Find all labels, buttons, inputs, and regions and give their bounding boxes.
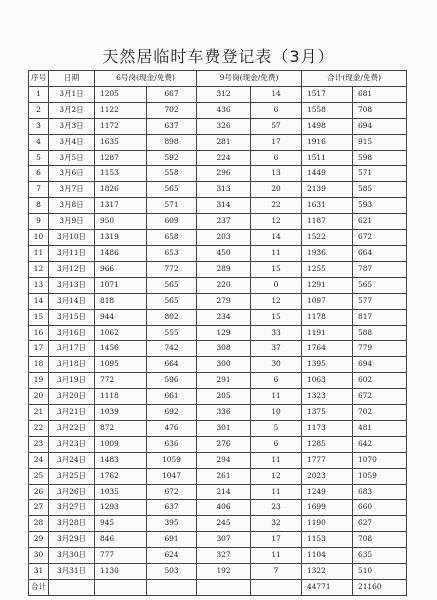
seq-cell: 11 <box>29 245 49 261</box>
post6-free-cell: 636 <box>147 436 197 452</box>
total-free-cell: 1070 <box>353 452 407 468</box>
total-cash-cell: 1063 <box>302 373 353 389</box>
total-free-cell: 915 <box>353 134 407 150</box>
post9-cash-cell: 307 <box>197 532 251 548</box>
post9-free-cell: 0 <box>251 277 302 293</box>
total-empty-cell <box>251 580 302 596</box>
post6-free-cell: 565 <box>147 293 197 309</box>
post9-free-cell: 23 <box>251 500 302 516</box>
post9-free-cell: 5 <box>251 420 302 436</box>
total-free-cell: 1059 <box>353 468 407 484</box>
post9-free-cell: 14 <box>251 230 302 246</box>
ledger-body <box>29 86 407 579</box>
post9-cash-cell: 450 <box>197 245 251 261</box>
post6-free-cell: 395 <box>147 516 197 532</box>
total-free-cell: 588 <box>353 325 407 341</box>
post6-free-cell: 592 <box>147 150 197 166</box>
total-free-cell: 672 <box>353 230 407 246</box>
post6-free-cell: 653 <box>147 245 197 261</box>
seq-cell: 5 <box>29 150 49 166</box>
seq-cell: 2 <box>29 102 49 118</box>
post9-free-cell: 6 <box>251 102 302 118</box>
post6-free-cell: 565 <box>147 277 197 293</box>
date-cell: 3月25日 <box>49 468 95 484</box>
post9-cash-cell: 308 <box>197 341 251 357</box>
total-cash-cell: 1255 <box>302 261 353 277</box>
total-cash-cell: 1395 <box>302 357 353 373</box>
total-cash-cell: 1323 <box>302 389 353 405</box>
date-cell: 3月7日 <box>49 182 95 198</box>
table-row <box>29 389 407 405</box>
seq-cell: 6 <box>29 166 49 182</box>
total-empty-cell <box>95 580 147 596</box>
header-date: 日期 <box>49 71 95 87</box>
post9-cash-cell: 224 <box>197 150 251 166</box>
post9-free-cell: 37 <box>251 341 302 357</box>
table-row <box>29 341 407 357</box>
date-cell: 3月6日 <box>49 166 95 182</box>
date-cell: 3月16日 <box>49 325 95 341</box>
total-free-cell: 683 <box>353 484 407 500</box>
total-free-cell: 787 <box>353 261 407 277</box>
table-row <box>29 357 407 373</box>
date-cell: 3月18日 <box>49 357 95 373</box>
post9-cash-cell: 245 <box>197 516 251 532</box>
post6-free-cell: 802 <box>147 309 197 325</box>
total-cash-cell: 44771 <box>302 580 353 596</box>
post9-cash-cell: 294 <box>197 452 251 468</box>
seq-cell: 21 <box>29 405 49 421</box>
total-cash-cell: 1291 <box>302 277 353 293</box>
date-cell: 3月1日 <box>49 86 95 102</box>
header-seq: 序号 <box>29 71 49 87</box>
table-row <box>29 309 407 325</box>
seq-cell: 25 <box>29 468 49 484</box>
total-cash-cell: 1153 <box>302 532 353 548</box>
parking-fee-ledger-table <box>28 70 407 596</box>
total-cash-cell: 1498 <box>302 118 353 134</box>
post9-free-cell: 20 <box>251 182 302 198</box>
table-row <box>29 452 407 468</box>
total-free-cell: 571 <box>353 166 407 182</box>
post9-free-cell: 57 <box>251 118 302 134</box>
post9-cash-cell: 313 <box>197 182 251 198</box>
post6-free-cell: 571 <box>147 198 197 214</box>
total-cash-cell: 1285 <box>302 436 353 452</box>
post6-cash-cell: 945 <box>95 516 147 532</box>
total-free-cell: 642 <box>353 436 407 452</box>
post6-free-cell: 609 <box>147 214 197 230</box>
table-row <box>29 277 407 293</box>
post9-free-cell: 17 <box>251 532 302 548</box>
post6-free-cell: 596 <box>147 373 197 389</box>
post9-cash-cell: 261 <box>197 468 251 484</box>
post9-cash-cell: 276 <box>197 436 251 452</box>
post9-cash-cell: 237 <box>197 214 251 230</box>
post6-free-cell: 624 <box>147 548 197 564</box>
post6-free-cell: 637 <box>147 118 197 134</box>
date-cell: 3月29日 <box>49 532 95 548</box>
date-cell: 3月3日 <box>49 118 95 134</box>
post6-free-cell: 476 <box>147 420 197 436</box>
table-row <box>29 118 407 134</box>
table-row <box>29 548 407 564</box>
date-cell: 3月27日 <box>49 500 95 516</box>
post9-free-cell: 12 <box>251 293 302 309</box>
post6-cash-cell: 1635 <box>95 134 147 150</box>
post9-cash-cell: 291 <box>197 373 251 389</box>
total-free-cell: 664 <box>353 245 407 261</box>
post6-cash-cell: 846 <box>95 532 147 548</box>
table-row <box>29 468 407 484</box>
post6-free-cell: 772 <box>147 261 197 277</box>
post6-cash-cell: 1486 <box>95 245 147 261</box>
total-cash-cell: 1511 <box>302 150 353 166</box>
table-row <box>29 166 407 182</box>
seq-cell: 13 <box>29 277 49 293</box>
total-free-cell: 635 <box>353 548 407 564</box>
post9-cash-cell: 300 <box>197 357 251 373</box>
post6-cash-cell: 966 <box>95 261 147 277</box>
total-cash-cell: 1190 <box>302 516 353 532</box>
total-cash-cell: 1191 <box>302 325 353 341</box>
post6-free-cell: 637 <box>147 500 197 516</box>
post9-free-cell: 30 <box>251 357 302 373</box>
post9-cash-cell: 327 <box>197 548 251 564</box>
post6-cash-cell: 1039 <box>95 405 147 421</box>
table-row <box>29 182 407 198</box>
total-cash-cell: 1375 <box>302 405 353 421</box>
seq-cell: 16 <box>29 325 49 341</box>
seq-cell: 15 <box>29 309 49 325</box>
post9-cash-cell: 406 <box>197 500 251 516</box>
date-cell: 3月10日 <box>49 230 95 246</box>
table-row <box>29 261 407 277</box>
post9-free-cell: 11 <box>251 389 302 405</box>
document-title: 天然居临时车费登记表（3月） <box>102 47 335 66</box>
date-cell: 3月24日 <box>49 452 95 468</box>
post6-cash-cell: 1009 <box>95 436 147 452</box>
post6-free-cell: 661 <box>147 389 197 405</box>
post6-cash-cell: 872 <box>95 420 147 436</box>
table-row <box>29 325 407 341</box>
table-row <box>29 500 407 516</box>
total-free-cell: 779 <box>353 341 407 357</box>
seq-cell: 1 <box>29 86 49 102</box>
post6-cash-cell: 1205 <box>95 86 147 102</box>
seq-cell: 12 <box>29 261 49 277</box>
total-cash-cell: 1777 <box>302 452 353 468</box>
total-free-cell: 602 <box>353 373 407 389</box>
total-cash-cell: 1449 <box>302 166 353 182</box>
post9-free-cell: 32 <box>251 516 302 532</box>
total-free-cell: 694 <box>353 118 407 134</box>
post9-free-cell: 6 <box>251 150 302 166</box>
header-total: 合计(现金/免费) <box>302 71 407 87</box>
date-cell: 3月5日 <box>49 150 95 166</box>
post6-free-cell: 1059 <box>147 452 197 468</box>
total-free-cell: 598 <box>353 150 407 166</box>
table-row <box>29 134 407 150</box>
post9-free-cell: 33 <box>251 325 302 341</box>
table-row <box>29 564 407 580</box>
seq-cell: 27 <box>29 500 49 516</box>
post6-cash-cell: 1062 <box>95 325 147 341</box>
total-free-cell: 702 <box>353 405 407 421</box>
post9-cash-cell: 220 <box>197 277 251 293</box>
post9-free-cell: 17 <box>251 134 302 150</box>
post6-cash-cell: 1035 <box>95 484 147 500</box>
post9-free-cell: 15 <box>251 309 302 325</box>
post6-free-cell: 742 <box>147 341 197 357</box>
total-free-cell: 681 <box>353 86 407 102</box>
post9-free-cell: 14 <box>251 86 302 102</box>
post9-cash-cell: 214 <box>197 484 251 500</box>
table-row <box>29 532 407 548</box>
post9-free-cell: 7 <box>251 564 302 580</box>
post9-free-cell: 11 <box>251 548 302 564</box>
post6-free-cell: 658 <box>147 230 197 246</box>
total-free-cell: 21160 <box>353 580 407 596</box>
post6-free-cell: 565 <box>147 182 197 198</box>
total-free-cell: 708 <box>353 102 407 118</box>
seq-cell: 8 <box>29 198 49 214</box>
total-cash-cell: 1097 <box>302 293 353 309</box>
seq-cell: 26 <box>29 484 49 500</box>
post9-free-cell: 11 <box>251 484 302 500</box>
total-cash-cell: 1173 <box>302 420 353 436</box>
total-free-cell: 694 <box>353 357 407 373</box>
total-free-cell: 577 <box>353 293 407 309</box>
total-free-cell: 481 <box>353 420 407 436</box>
post9-cash-cell: 205 <box>197 389 251 405</box>
date-cell: 3月26日 <box>49 484 95 500</box>
total-cash-cell: 1517 <box>302 86 353 102</box>
seq-cell: 31 <box>29 564 49 580</box>
post9-cash-cell: 281 <box>197 134 251 150</box>
seq-cell: 29 <box>29 532 49 548</box>
post9-cash-cell: 296 <box>197 166 251 182</box>
post6-cash-cell: 818 <box>95 293 147 309</box>
total-free-cell: 708 <box>353 532 407 548</box>
table-row <box>29 198 407 214</box>
total-cash-cell: 1558 <box>302 102 353 118</box>
post9-cash-cell: 279 <box>197 293 251 309</box>
post6-cash-cell: 1293 <box>95 500 147 516</box>
total-cash-cell: 1522 <box>302 230 353 246</box>
total-free-cell: 672 <box>353 389 407 405</box>
total-free-cell: 585 <box>353 182 407 198</box>
header-post-9: 9号岗(现金/免费) <box>197 71 302 87</box>
post6-free-cell: 672 <box>147 484 197 500</box>
date-cell: 3月20日 <box>49 389 95 405</box>
total-cash-cell: 1249 <box>302 484 353 500</box>
post6-cash-cell: 1118 <box>95 389 147 405</box>
post9-free-cell: 22 <box>251 198 302 214</box>
post6-free-cell: 702 <box>147 102 197 118</box>
table-row <box>29 516 407 532</box>
date-cell: 3月12日 <box>49 261 95 277</box>
post9-cash-cell: 234 <box>197 309 251 325</box>
post6-cash-cell: 1071 <box>95 277 147 293</box>
seq-cell: 14 <box>29 293 49 309</box>
date-cell: 3月19日 <box>49 373 95 389</box>
post9-cash-cell: 301 <box>197 420 251 436</box>
post6-cash-cell: 777 <box>95 548 147 564</box>
post6-cash-cell: 772 <box>95 373 147 389</box>
post9-cash-cell: 129 <box>197 325 251 341</box>
total-cash-cell: 1699 <box>302 500 353 516</box>
date-cell: 3月28日 <box>49 516 95 532</box>
total-cash-cell: 1104 <box>302 548 353 564</box>
date-cell: 3月15日 <box>49 309 95 325</box>
date-cell: 3月9日 <box>49 214 95 230</box>
seq-cell: 7 <box>29 182 49 198</box>
post6-free-cell: 503 <box>147 564 197 580</box>
total-cash-cell: 1631 <box>302 198 353 214</box>
total-cash-cell: 2139 <box>302 182 353 198</box>
date-cell: 3月23日 <box>49 436 95 452</box>
seq-cell: 10 <box>29 230 49 246</box>
total-empty-cell <box>197 580 251 596</box>
post6-free-cell: 1047 <box>147 468 197 484</box>
post9-free-cell: 12 <box>251 214 302 230</box>
post9-free-cell: 11 <box>251 245 302 261</box>
post6-cash-cell: 1122 <box>95 102 147 118</box>
post6-free-cell: 667 <box>147 86 197 102</box>
post6-free-cell: 555 <box>147 325 197 341</box>
date-cell: 3月11日 <box>49 245 95 261</box>
seq-cell: 23 <box>29 436 49 452</box>
post6-cash-cell: 1456 <box>95 341 147 357</box>
post6-cash-cell: 950 <box>95 214 147 230</box>
post9-free-cell: 12 <box>251 468 302 484</box>
total-empty-cell <box>147 580 197 596</box>
table-row <box>29 420 407 436</box>
table-row <box>29 150 407 166</box>
post6-cash-cell: 1317 <box>95 198 147 214</box>
post9-cash-cell: 326 <box>197 118 251 134</box>
seq-cell: 28 <box>29 516 49 532</box>
total-cash-cell: 1187 <box>302 214 353 230</box>
post9-free-cell: 15 <box>251 261 302 277</box>
post9-cash-cell: 203 <box>197 230 251 246</box>
post6-free-cell: 692 <box>147 405 197 421</box>
table-row <box>29 436 407 452</box>
total-free-cell: 593 <box>353 198 407 214</box>
post6-cash-cell: 1095 <box>95 357 147 373</box>
total-free-cell: 565 <box>353 277 407 293</box>
post6-cash-cell: 944 <box>95 309 147 325</box>
post6-free-cell: 664 <box>147 357 197 373</box>
post6-cash-cell: 1130 <box>95 564 147 580</box>
date-cell: 3月17日 <box>49 341 95 357</box>
header-post-6: 6号岗(现金/免费) <box>95 71 197 87</box>
total-cash-cell: 1936 <box>302 245 353 261</box>
table-row <box>29 214 407 230</box>
post9-cash-cell: 312 <box>197 86 251 102</box>
seq-cell: 3 <box>29 118 49 134</box>
total-cash-cell: 2023 <box>302 468 353 484</box>
total-cash-cell: 1764 <box>302 341 353 357</box>
post6-free-cell: 898 <box>147 134 197 150</box>
date-cell: 3月22日 <box>49 420 95 436</box>
date-cell: 3月2日 <box>49 102 95 118</box>
table-row <box>29 484 407 500</box>
post6-free-cell: 691 <box>147 532 197 548</box>
post9-free-cell: 6 <box>251 436 302 452</box>
post9-free-cell: 10 <box>251 405 302 421</box>
table-row <box>29 86 407 102</box>
total-cash-cell: 1178 <box>302 309 353 325</box>
post9-cash-cell: 192 <box>197 564 251 580</box>
total-free-cell: 510 <box>353 564 407 580</box>
seq-cell: 9 <box>29 214 49 230</box>
post9-free-cell: 11 <box>251 452 302 468</box>
seq-cell: 17 <box>29 341 49 357</box>
date-cell: 3月30日 <box>49 548 95 564</box>
date-cell: 3月21日 <box>49 405 95 421</box>
header-row <box>29 71 407 87</box>
post6-cash-cell: 1762 <box>95 468 147 484</box>
date-cell: 3月13日 <box>49 277 95 293</box>
post9-free-cell: 13 <box>251 166 302 182</box>
table-row <box>29 245 407 261</box>
table-row <box>29 230 407 246</box>
post6-cash-cell: 1319 <box>95 230 147 246</box>
date-cell: 3月8日 <box>49 198 95 214</box>
total-free-cell: 627 <box>353 516 407 532</box>
table-row <box>29 293 407 309</box>
seq-cell: 4 <box>29 134 49 150</box>
post6-cash-cell: 1483 <box>95 452 147 468</box>
total-row <box>29 580 407 596</box>
post6-cash-cell: 1287 <box>95 150 147 166</box>
date-cell: 3月14日 <box>49 293 95 309</box>
seq-cell: 24 <box>29 452 49 468</box>
post6-cash-cell: 1826 <box>95 182 147 198</box>
post9-cash-cell: 336 <box>197 405 251 421</box>
seq-cell: 20 <box>29 389 49 405</box>
total-cash-cell: 1916 <box>302 134 353 150</box>
post9-cash-cell: 314 <box>197 198 251 214</box>
date-cell: 3月31日 <box>49 564 95 580</box>
total-cash-cell: 1322 <box>302 564 353 580</box>
seq-cell: 30 <box>29 548 49 564</box>
total-free-cell: 621 <box>353 214 407 230</box>
post6-free-cell: 558 <box>147 166 197 182</box>
table-row <box>29 373 407 389</box>
total-free-cell: 817 <box>353 309 407 325</box>
total-free-cell: 660 <box>353 500 407 516</box>
post6-cash-cell: 1172 <box>95 118 147 134</box>
table-row <box>29 102 407 118</box>
table-row <box>29 405 407 421</box>
seq-cell: 19 <box>29 373 49 389</box>
post9-free-cell: 6 <box>251 373 302 389</box>
total-empty-cell <box>49 580 95 596</box>
date-cell: 3月4日 <box>49 134 95 150</box>
post9-cash-cell: 289 <box>197 261 251 277</box>
seq-cell: 22 <box>29 420 49 436</box>
post9-cash-cell: 436 <box>197 102 251 118</box>
seq-cell: 18 <box>29 357 49 373</box>
total-label: 合计 <box>29 580 49 596</box>
post6-cash-cell: 1153 <box>95 166 147 182</box>
